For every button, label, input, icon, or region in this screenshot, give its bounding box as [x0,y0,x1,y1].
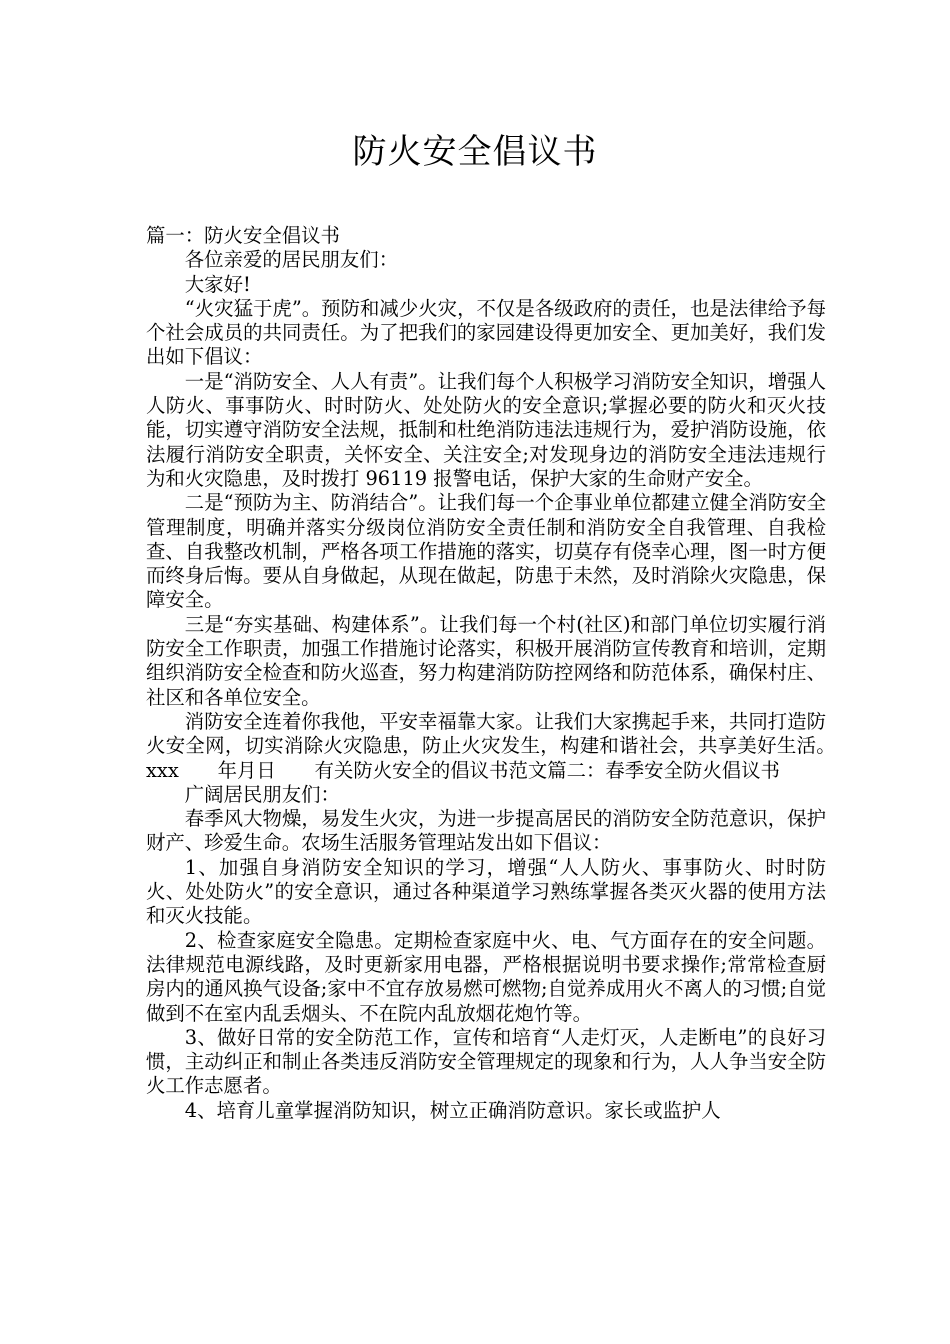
list-item: 3、做好日常的安全防范工作，宣传和培育“人走灯灭，人走断电”的良好习惯，主动纠正和制止各类违反消防安全管理规定的现象和行为，人人争当安全防火工作志愿者。 [146,1025,826,1098]
salutation: 各位亲爱的居民朋友们： [184,248,399,272]
paragraph: 三是“夯实基础、构建体系”。让我们每一个村(社区)和部门单位切实履行消防安全工作职责，加强工作措施讨论落实，积极开展消防宣传教育和培训，定期组织消防安全检查和防火巡查，努力构建消防防控网络和防范体系，确保村庄、社区和各单位安全。 [146,612,826,709]
paragraph: 春季风大物燥，易发生火灾，为进一步提高居民的消防安全防范意识，保护财产、珍爱生命。农场生活服务管理站发出如下倡议： [146,807,826,855]
greeting: 大家好! [184,272,251,296]
list-item: 1、加强自身消防安全知识的学习，增强“人人防火、事事防火、时时防火、处处防火”的安全意识，通过各种渠道学习熟练掌握各类灭火器的使用方法和灭火技能。 [146,855,826,928]
paragraph: 二是“预防为主、防消结合”。让我们每一个企事业单位都建立健全消防安全管理制度，明确并落实分级岗位消防安全责任制和消防安全自我管理、自我检查、自我整改机制，严格各项工作措施的落实，切莫存有侥幸心理，图一时方便而终身后悔。要从自身做起，从现在做起，防患于未然，及时消除火灾隐患，保障安全。 [146,491,826,612]
paragraph: 一是“消防安全、人人有责”。让我们每个人积极学习消防安全知识，增强人人防火、事事防火、时时防火、处处防火的安全意识;掌握必要的防火和灭火技能，切实遵守消防安全法规，抵制和杜绝消防违法违规行为，爱护消防设施，依法履行消防安全职责，关怀安全、关注安全;对发现身边的消防安全违法违规行为和火灾隐患，及时拨打 96119 报警电话，保护大家的生命财产安全。 [146,369,826,490]
list-item: 2、检查家庭安全隐患。定期检查家庭中火、电、气方面存在的安全问题。法律规范电源线路，及时更新家用电器，严格根据说明书要求操作;常常检查厨房内的通风换气设备;家中不宜存放易燃可燃物;自觉养成用火不离人的习惯;自觉做到不在室内乱丢烟头、不在院内乱放烟花炮竹等。 [146,928,826,1025]
salutation: 广阔居民朋友们： [184,782,340,806]
section-heading: 篇一：防火安全倡议书 [146,224,340,247]
list-item: 4、培育儿童掌握消防知识，树立正确消防意识。家长或监护人 [184,1098,721,1122]
paragraph: 消防安全连着你我他，平安幸福靠大家。让我们大家携起手来，共同打造防火安全网，切实消除火灾隐患，防止火灾发生，构建和谐社会，共享美好生活。 xxx 年月日 有关防火安全的倡议书范文篇二：春季安全防火倡议书 [146,709,865,782]
document-title: 防火安全倡议书 [352,132,598,172]
document-body [146,224,865,1123]
paragraph: “火灾猛于虎”。预防和减少火灾，不仅是各级政府的责任，也是法律给予每个社会成员的共同责任。为了把我们的家园建设得更加安全、更加美好，我们发出如下倡议： [146,296,826,369]
